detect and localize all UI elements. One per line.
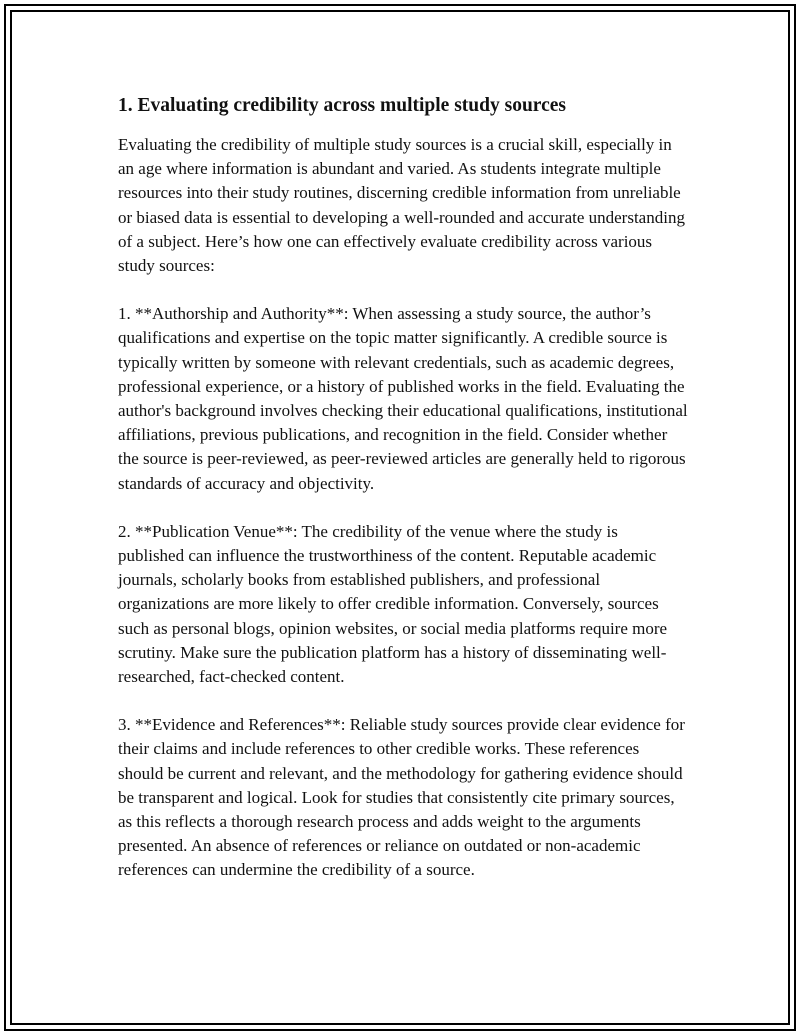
publication-venue-paragraph: 2. **Publication Venue**: The credibility of the venue where the study is published can influence the trustworthiness of the content. Reputable academic journals, scholarly books from established publishers, and professional organizations are more likely to offer credible information. Conversely, sources such as personal blogs, opinion websites, or social media platforms require more scrutiny. Make sure the publication platform has a history of disseminating well-researched, fact-checked content.	[118, 521, 668, 687]
evidence-references-paragraph: 3. **Evidence and References**: Reliable study sources provide clear evidence for their claims and include references to other credible works. These references should be current and relevant, and the methodology for gathering evidence should be transparent and logical. Look for studies that consistently cite primary sources, as this reflects a thorough research process and adds weight to the arguments presented. An absence of references or reliance on outdated or non-academic references can undermine the credibility of a source.	[118, 715, 685, 880]
authorship-paragraph: 1. **Authorship and Authority**: When assessing a study source, the author’s qualifications and expertise on the topic matter significantly. A credible source is typically written by someone with relevant credentials, such as academic degrees, professional experience, or a history of published works in the field. Evaluating the author's background involves checking their educational qualifications, institutional affiliations, previous publications, and recognition in the field. Consider whether the source is peer-reviewed, as peer-reviewed articles are generally held to rigorous standards of accuracy and objectivity.	[118, 304, 688, 493]
document-body	[118, 92, 688, 907]
intro-paragraph: Evaluating the credibility of multiple study sources is a crucial skill, especially in an age where information is abundant and varied. As students integrate multiple resources into their study routines, discerning credible information from unreliable or biased data is essential to developing a well-rounded and accurate understanding of a subject. Here’s how one can effectively evaluate credibility across various study sources:	[118, 135, 685, 276]
section-heading: 1. Evaluating credibility across multiple study sources	[118, 95, 566, 116]
